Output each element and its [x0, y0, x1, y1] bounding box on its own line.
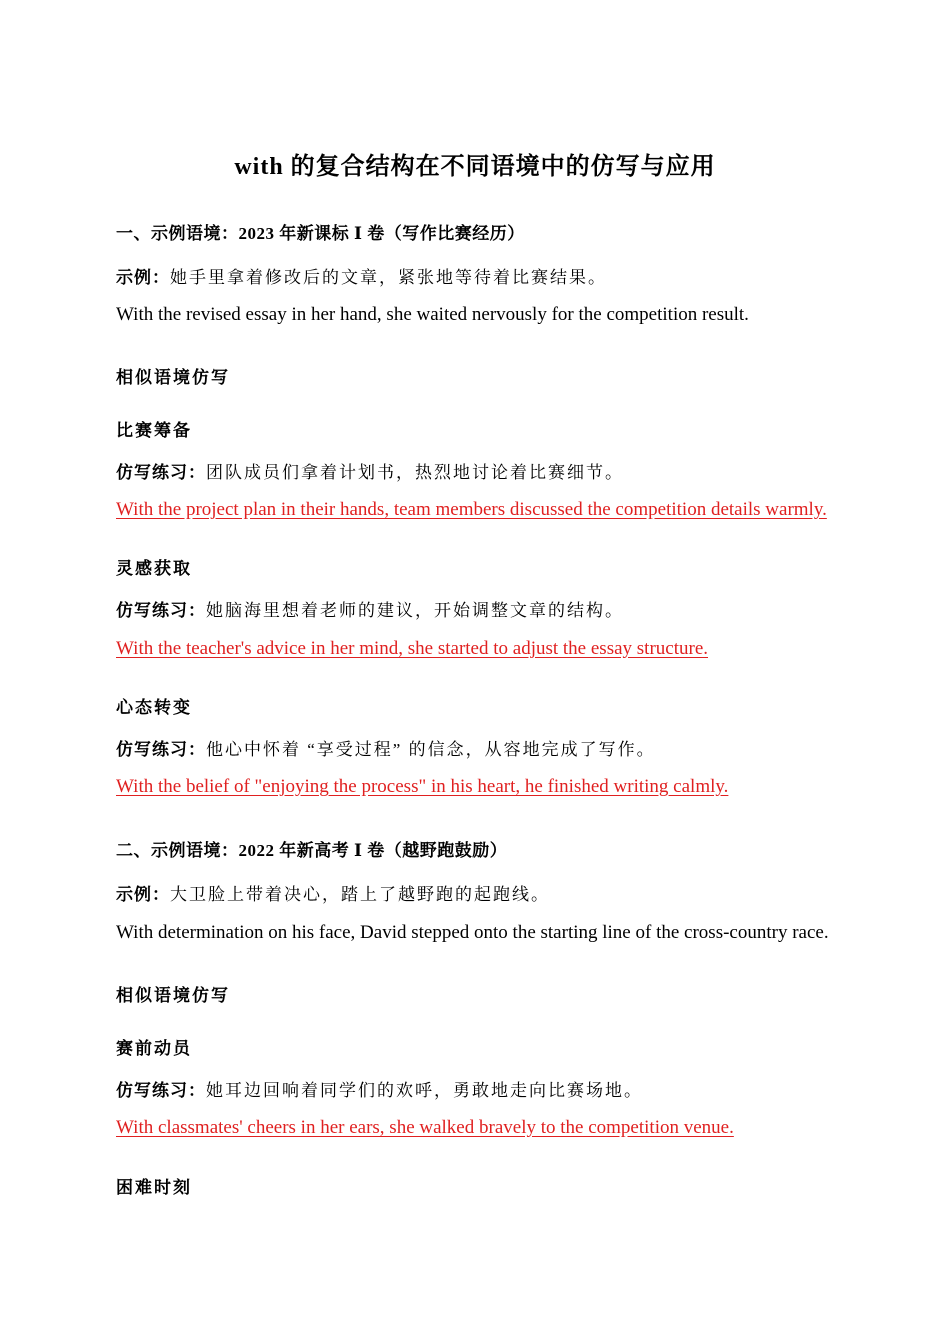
example-line	[116, 263, 607, 288]
example-label: 示例：	[116, 885, 170, 904]
practice-chinese: 她耳边回响着同学们的欢呼，勇敢地走向比赛场地。	[206, 1081, 643, 1100]
practice-label: 仿写练习：	[116, 463, 206, 482]
practice-subheading: 比赛筹备	[116, 421, 192, 440]
section-heading: 二、示例语境：2022 年新高考 Ⅰ 卷（越野跑鼓励）	[116, 841, 508, 860]
example-label: 示例：	[116, 268, 170, 287]
practice-line	[116, 596, 624, 621]
practice-line	[116, 458, 624, 483]
practice-answer: With the belief of "enjoying the process" in his heart, he finished writing calmly.	[116, 776, 729, 797]
similar-heading: 相似语境仿写	[116, 986, 230, 1005]
similar-heading: 相似语境仿写	[116, 368, 230, 387]
example-chinese: 她手里拿着修改后的文章，紧张地等待着比赛结果。	[170, 268, 607, 287]
practice-line	[116, 1076, 643, 1101]
practice-answer: With the project plan in their hands, team members discussed the competition details warmly.	[116, 499, 827, 520]
practice-chinese: 他心中怀着 “享受过程” 的信念，从容地完成了写作。	[206, 740, 656, 759]
example-chinese: 大卫脸上带着决心，踏上了越野跑的起跑线。	[170, 885, 550, 904]
example-english: With determination on his face, David stepped onto the starting line of the cross-country race.	[116, 922, 829, 943]
practice-label: 仿写练习：	[116, 601, 206, 620]
practice-line	[116, 735, 656, 760]
practice-subheading: 灵感获取	[116, 559, 192, 578]
practice-answer: With the teacher's advice in her mind, she started to adjust the essay structure.	[116, 638, 708, 659]
practice-label: 仿写练习：	[116, 740, 206, 759]
example-line	[116, 880, 550, 905]
practice-subheading: 赛前动员	[116, 1039, 192, 1058]
section-heading: 一、示例语境：2023 年新课标 Ⅰ 卷（写作比赛经历）	[116, 224, 525, 243]
practice-chinese: 团队成员们拿着计划书，热烈地讨论着比赛细节。	[206, 463, 624, 482]
practice-subheading: 心态转变	[116, 698, 192, 717]
practice-subheading: 困难时刻	[116, 1178, 192, 1197]
document-title: with 的复合结构在不同语境中的仿写与应用	[234, 154, 716, 180]
practice-chinese: 她脑海里想着老师的建议，开始调整文章的结构。	[206, 601, 624, 620]
practice-label: 仿写练习：	[116, 1081, 206, 1100]
example-english: With the revised essay in her hand, she waited nervously for the competition result.	[116, 304, 749, 325]
practice-answer: With classmates' cheers in her ears, she walked bravely to the competition venue.	[116, 1117, 734, 1138]
